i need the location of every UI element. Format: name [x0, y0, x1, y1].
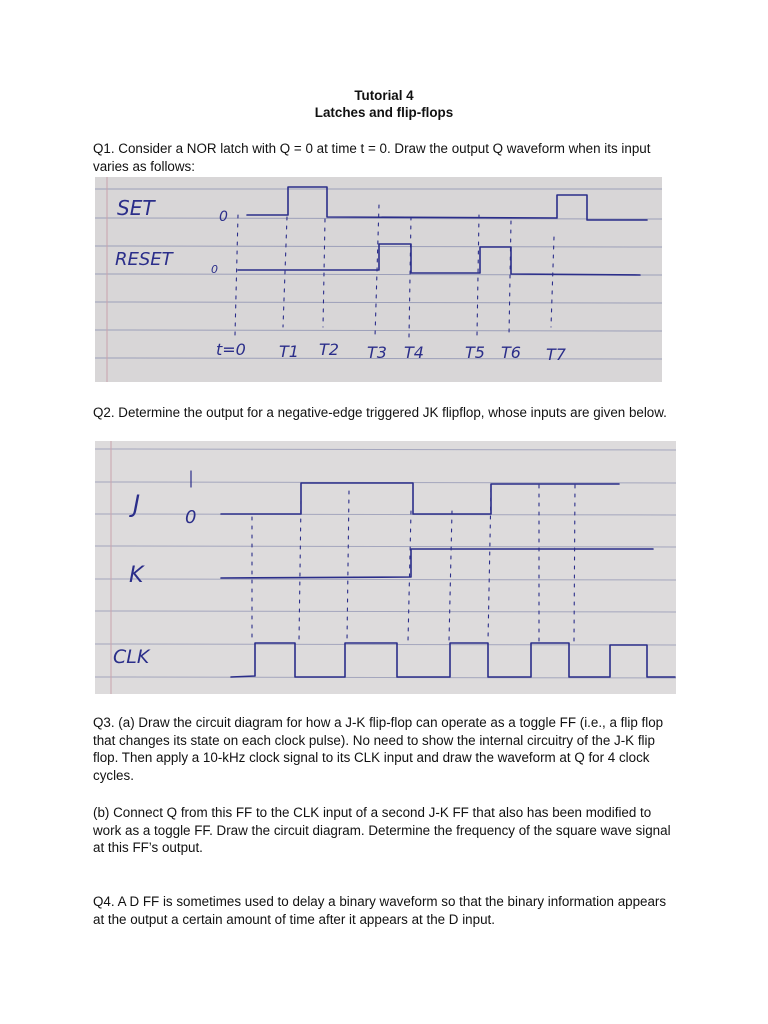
q4-text: Q4. A D FF is sometimes used to delay a binary waveform so that the binary information appears at the output a certain amount of time after it appears at the D input.: [93, 894, 667, 927]
t4-label: T4: [404, 343, 424, 362]
t2-label: T2: [319, 340, 339, 359]
q1-text: Q1. Consider a NOR latch with Q = 0 at time t = 0. Draw the output Q waveform when its input varies as follows:: [93, 141, 651, 174]
reset-label: RESET: [115, 249, 173, 270]
t1-label: T1: [279, 342, 299, 361]
reset-waveform: [238, 244, 640, 275]
reset-zero-label: 0: [211, 263, 218, 276]
q1-timing-diagram: [95, 177, 662, 382]
k-waveform: [221, 549, 653, 578]
set-label: SET: [117, 196, 155, 220]
t6-label: T6: [501, 343, 521, 362]
clk-label: CLK: [113, 646, 150, 668]
q2-figure-photo: [95, 441, 676, 694]
set-zero-label: 0: [219, 209, 228, 225]
j-zero-label: 0: [185, 507, 197, 528]
document-title: Tutorial 4: [354, 88, 414, 103]
j-waveform: [221, 483, 619, 514]
t0-label: t=0: [216, 340, 246, 359]
t5-label: T5: [465, 343, 485, 362]
k-label: K: [129, 563, 144, 588]
t3-label: T3: [367, 343, 387, 362]
q3-part-b: (b) Connect Q from this FF to the CLK input of a second J-K FF that also has been modified to work as a toggle FF. Draw the circuit diagram. Determine the frequency of the square wave signal at this FF’s output.: [93, 805, 671, 856]
j-label: J: [133, 490, 141, 518]
q2-text: Q2. Determine the output for a negative-edge triggered JK flipflop, whose inputs are given below.: [93, 405, 667, 420]
clk-waveform: [231, 643, 675, 677]
set-waveform: [247, 187, 647, 220]
q1-figure-photo: [95, 177, 662, 382]
document-subtitle: Latches and flip-flops: [314, 105, 454, 120]
t7-label: T7: [546, 345, 566, 364]
q3-part-a: Q3. (a) Draw the circuit diagram for how a J-K flip-flop can operate as a toggle FF (i.e., a flip flop that changes its state on each clock pulse). No need to show the internal circuitry of the J-K flip flop. Then apply a 10-kHz clock signal to its CLK input and draw the waveform at Q for 4 clock cycles.: [93, 715, 664, 783]
q2-timing-diagram: [95, 441, 676, 694]
